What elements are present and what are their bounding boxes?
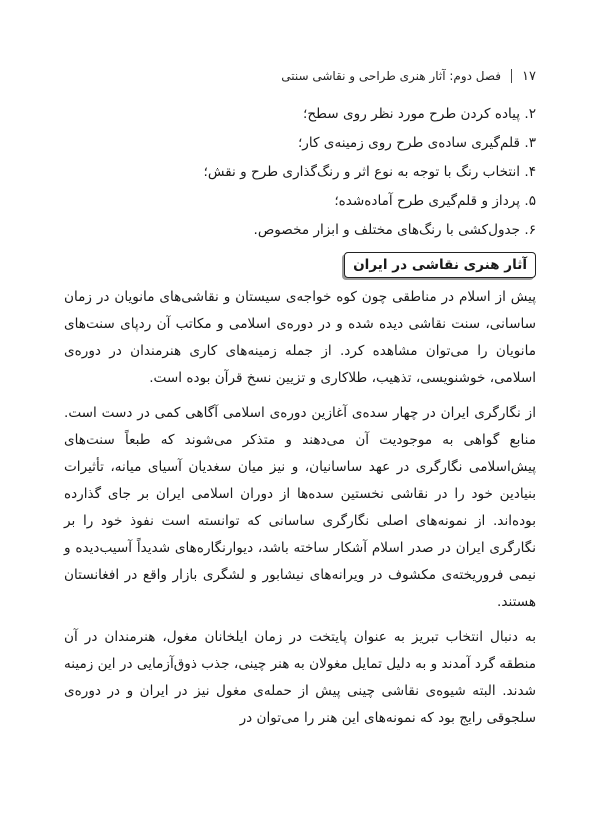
page-content — [64, 100, 536, 740]
section-heading: آثار هنری نقاشی در ایران — [344, 252, 536, 278]
list-item: ۴. انتخاب رنگ با توجه به نوع اثر و رنگ‌گذاری طرح و نقش؛ — [203, 164, 536, 180]
running-title: فصل دوم: آثار هنری طراحی و نقاشی سنتی — [281, 69, 502, 83]
header-divider — [511, 69, 512, 83]
steps-list — [64, 100, 536, 245]
list-item: ۳. قلم‌گیری ساده‌ی طرح روی زمینه‌ی کار؛ — [297, 135, 536, 151]
list-item: ۵. پرداز و قلم‌گیری طرح آماده‌شده؛ — [334, 193, 536, 209]
list-item: ۲. پیاده کردن طرح مورد نظر روی سطح؛ — [303, 106, 536, 122]
paragraph: از نگارگری ایران در چهار سده‌ی آغازین دوره‌ی اسلامی آگاهی کمی در دست است. منابع گواهی به موجودیت آن می‌دهند و متذکر می‌شوند که طبعاً سنت‌های پیش‌اسلامی نگارگری در عهد ساسانیان، و نیز میان سغدیان آسیای میانه، تأثیرات بنیادین خود را در نقاشی نخستین سده‌ها از دوران اسلامی ایران بر جای گذارده بوده‌اند. از نمونه‌های اصلی نگارگری ساسانی که توانسته است نفوذ خود را بر نگارگری ایران در صدر اسلام آشکار ساخته باشد، دیوارنگاره‌های شدیداً آسیب‌دیده و نیمی فروریخته‌ی مکشوف در ویرانه‌های نیشابور و لشگری بازار واقع در افغانستان هستند. — [64, 405, 536, 610]
page-header — [64, 64, 536, 88]
page-number: ۱۷ — [522, 68, 536, 84]
paragraph: به دنبال انتخاب تبریز به عنوان پایتخت در زمان ایلخانان مغول، هنرمندان در آن منطقه گرد آمدند و به دلیل تمایل مغولان به هنر چینی، جذب ذوق‌آزمایی در این زمینه شدند. البته شیوه‌ی نقاشی چینی پیش از حمله‌ی مغول نیز در ایران و در دوره‌ی سلجوقی رایج بود که نمونه‌های این هنر را می‌توان در — [64, 629, 536, 726]
list-item: ۶. جدول‌کشی با رنگ‌های مختلف و ابزار مخصوص. — [253, 222, 536, 238]
paragraph: پیش از اسلام در مناطقی چون کوه خواجه‌ی سیستان و نقاشی‌های مانویان در زمان ساسانی، سنت نقاشی دیده شده و در دوره‌ی اسلامی و مکاتب آن ردپای سنت‌های مانویان را می‌توان مشاهده کرد. از جمله زمینه‌های کاری هنرمندان در دوره‌ی اسلامی، خوشنویسی، تذهیب، طلاکاری و تزیین نسخ قرآن بوده است. — [64, 289, 536, 386]
